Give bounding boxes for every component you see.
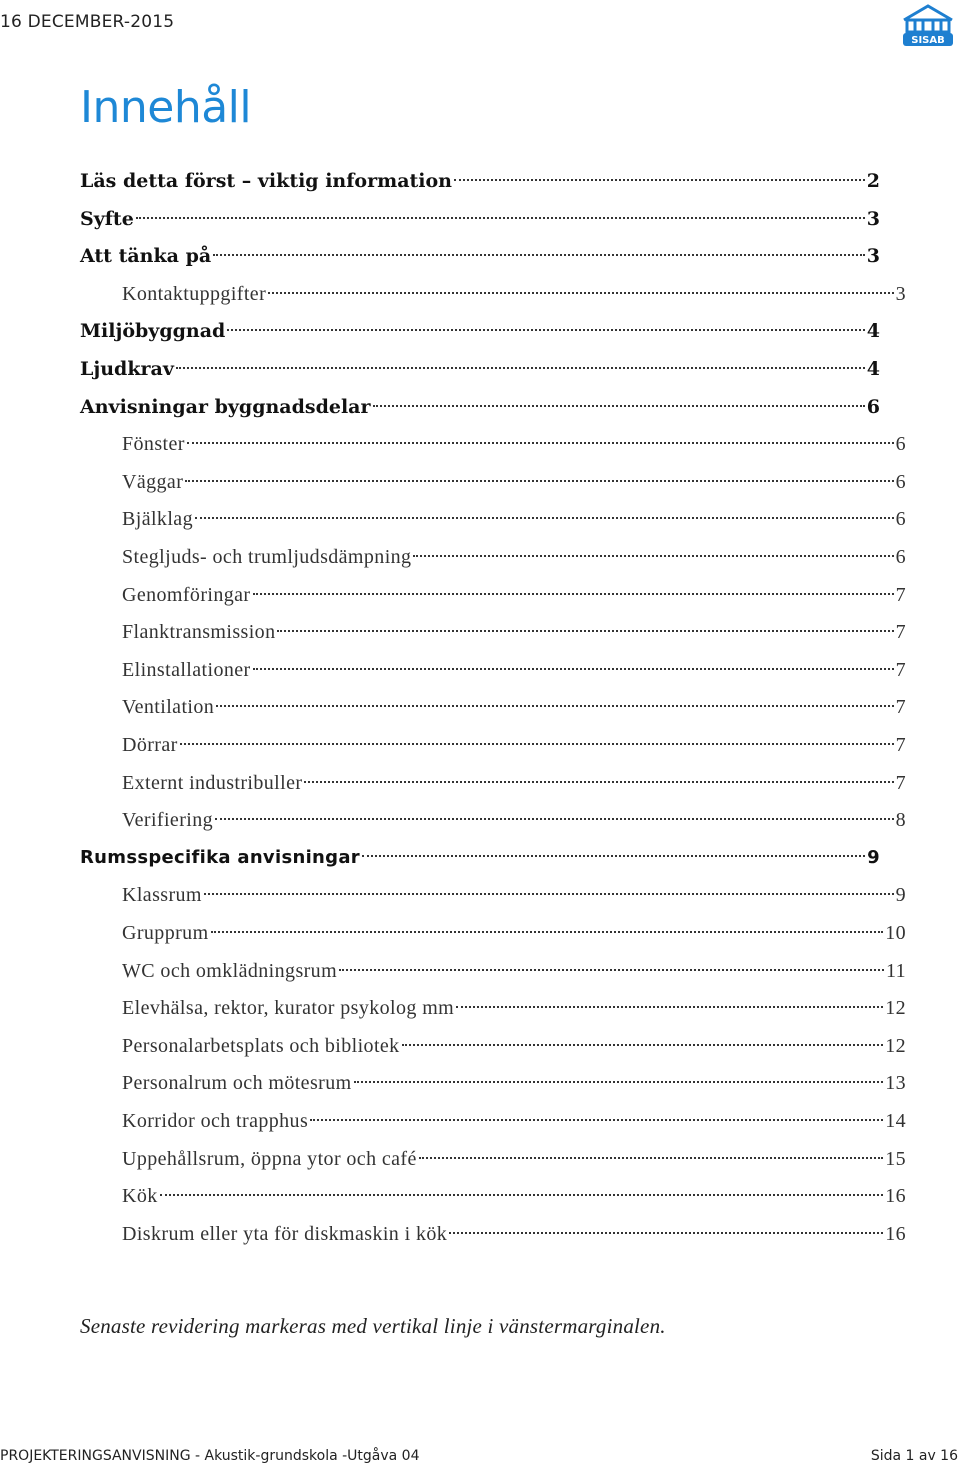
toc-entry[interactable] xyxy=(122,655,906,685)
toc-entry-label: Kontaktuppgifter xyxy=(122,282,267,305)
toc-entry-page: 4 xyxy=(866,320,880,343)
toc-entry[interactable] xyxy=(122,1068,906,1098)
toc-dot-leader xyxy=(310,1119,883,1121)
toc-entry-page: 12 xyxy=(885,1034,906,1057)
toc-entry-label: Personalrum och mötesrum xyxy=(122,1072,352,1095)
toc-entry-page: 7 xyxy=(895,734,906,756)
toc-entry-page: 6 xyxy=(895,470,906,493)
toc-dot-leader xyxy=(253,668,894,670)
toc-dot-leader xyxy=(160,1194,884,1196)
toc-entry-page: 4 xyxy=(866,358,880,380)
toc-entry-page: 7 xyxy=(895,771,906,794)
toc-entry[interactable] xyxy=(122,918,906,948)
toc-dot-leader xyxy=(419,1157,883,1159)
toc-entry-label: Syfte xyxy=(80,207,134,230)
toc-entry-page: 16 xyxy=(885,1222,906,1245)
toc-entry-page: 3 xyxy=(895,282,906,305)
toc-entry-label: Ljudkrav xyxy=(80,358,174,380)
toc-entry-label: Verifiering xyxy=(122,809,214,832)
toc-entry[interactable] xyxy=(122,768,906,798)
toc-dot-leader xyxy=(211,931,884,933)
toc-dot-leader xyxy=(253,593,894,595)
toc-entry-page: 6 xyxy=(895,508,906,531)
toc-entry[interactable] xyxy=(122,279,906,309)
page-title: Innehåll xyxy=(80,82,252,133)
toc-entry-label: Elevhälsa, rektor, kurator psykolog mm xyxy=(122,997,455,1020)
toc-entry[interactable] xyxy=(122,730,906,760)
toc-entry[interactable] xyxy=(122,617,906,647)
toc-entry-label: Läs detta först – viktig information xyxy=(80,170,452,192)
toc-entry[interactable] xyxy=(122,429,906,459)
toc-dot-leader xyxy=(227,329,864,331)
toc-dot-leader xyxy=(339,969,884,971)
toc-entry[interactable] xyxy=(122,504,906,534)
header-date: 16 DECEMBER-2015 xyxy=(0,12,175,32)
toc-dot-leader xyxy=(204,893,894,895)
toc-dot-leader xyxy=(277,630,893,632)
toc-dot-leader xyxy=(185,480,893,482)
toc-entry-page: 13 xyxy=(885,1072,906,1095)
toc-entry-label: Väggar xyxy=(122,470,184,493)
toc-entry-label: Rumsspecifika anvisningar xyxy=(80,846,360,868)
toc-entry[interactable] xyxy=(122,1031,906,1061)
sisab-logo-icon xyxy=(898,2,958,48)
toc-dot-leader xyxy=(180,743,894,745)
toc-entry[interactable] xyxy=(80,204,880,234)
toc-dot-leader xyxy=(373,405,865,407)
toc-dot-leader xyxy=(216,705,893,707)
toc-entry-label: Stegljuds- och trumljudsdämpning xyxy=(122,546,412,568)
toc-entry-page: 11 xyxy=(885,959,906,982)
toc-entry-page: 8 xyxy=(895,809,906,832)
toc-entry-label: Ventilation xyxy=(122,696,215,719)
toc-entry-page: 3 xyxy=(866,207,880,230)
toc-entry-label: WC och omklädningsrum xyxy=(122,959,338,982)
toc-entry-label: Korridor och trapphus xyxy=(122,1110,309,1132)
toc-dot-leader xyxy=(268,292,893,294)
toc-entry-label: Elinstallationer xyxy=(122,658,251,681)
toc-entry[interactable] xyxy=(80,392,880,422)
toc-dot-leader xyxy=(176,367,865,369)
logo-text: SISAB xyxy=(911,35,945,46)
toc-dot-leader xyxy=(362,855,865,857)
toc-entry[interactable] xyxy=(122,993,906,1023)
toc-dot-leader xyxy=(402,1044,884,1046)
toc-dot-leader xyxy=(304,781,893,783)
toc-entry-page: 15 xyxy=(885,1147,906,1170)
toc-entry-page: 9 xyxy=(895,884,906,907)
toc-dot-leader xyxy=(136,217,865,219)
toc-entry[interactable] xyxy=(80,354,880,384)
toc-entry[interactable] xyxy=(80,316,880,346)
toc-entry[interactable] xyxy=(122,805,906,835)
toc-entry[interactable] xyxy=(122,1144,906,1174)
toc-entry[interactable] xyxy=(122,956,906,986)
toc-entry-label: Grupprum xyxy=(122,922,209,944)
toc-entry-label: Bjälklag xyxy=(122,508,193,531)
toc-entry-page: 12 xyxy=(885,997,906,1020)
toc-dot-leader xyxy=(187,442,894,444)
toc-entry-page: 2 xyxy=(866,170,880,192)
toc-entry[interactable] xyxy=(80,166,880,196)
footer-page-number: Sida 1 av 16 xyxy=(870,1448,958,1464)
toc-entry-label: Klassrum xyxy=(122,884,202,907)
toc-entry[interactable] xyxy=(122,542,906,572)
toc-entry-label: Kök xyxy=(122,1185,158,1208)
toc-entry[interactable] xyxy=(122,692,906,722)
toc-dot-leader xyxy=(213,254,865,256)
toc-entry-label: Personalarbetsplats och bibliotek xyxy=(122,1034,400,1057)
toc-dot-leader xyxy=(449,1232,883,1234)
toc-entry[interactable] xyxy=(122,467,906,497)
sisab-logo xyxy=(898,2,958,48)
toc-dot-leader xyxy=(413,555,893,557)
toc-entry-label: Dörrar xyxy=(122,734,178,756)
toc-entry[interactable] xyxy=(122,1219,906,1249)
toc-entry-label: Att tänka på xyxy=(80,245,212,268)
toc-entry-label: Flanktransmission xyxy=(122,621,276,644)
toc-entry-page: 14 xyxy=(885,1110,906,1132)
toc-entry[interactable] xyxy=(122,880,906,910)
toc-entry-label: Fönster xyxy=(122,433,185,456)
toc-entry-page: 7 xyxy=(895,583,906,606)
toc-dot-leader xyxy=(215,818,894,820)
toc-entry-label: Uppehållsrum, öppna ytor och café xyxy=(122,1147,417,1170)
toc-entry-label: Externt industribuller xyxy=(122,771,303,794)
footer-document-title: PROJEKTERINGSANVISNING - Akustik-grundskola -Utgåva 04 xyxy=(0,1448,420,1464)
toc-entry-page: 7 xyxy=(895,621,906,644)
toc-entry[interactable] xyxy=(80,241,880,271)
revision-note: Senaste revidering markeras med vertikal linje i vänstermarginalen. xyxy=(80,1314,666,1338)
toc-entry-page: 10 xyxy=(885,922,906,944)
toc-entry-page: 6 xyxy=(895,546,906,568)
toc-dot-leader xyxy=(354,1081,884,1083)
toc-entry-page: 6 xyxy=(866,395,880,418)
toc-dot-leader xyxy=(195,517,894,519)
toc-entry-page: 6 xyxy=(895,433,906,456)
toc-entry-page: 16 xyxy=(885,1185,906,1208)
toc-entry-page: 7 xyxy=(895,658,906,681)
toc-entry-label: Diskrum eller yta för diskmaskin i kök xyxy=(122,1222,448,1245)
toc-entry[interactable] xyxy=(122,1106,906,1136)
toc-entry-page: 3 xyxy=(866,245,880,268)
toc-dot-leader xyxy=(454,179,865,181)
toc-entry[interactable] xyxy=(122,1181,906,1211)
toc-entry-label: Anvisningar byggnadsdelar xyxy=(80,395,371,418)
toc-entry-label: Miljöbyggnad xyxy=(80,320,226,343)
toc-entry-page: 9 xyxy=(867,846,880,868)
toc-dot-leader xyxy=(456,1006,883,1008)
toc-entry-label: Genomföringar xyxy=(122,583,251,606)
toc-entry-page: 7 xyxy=(895,696,906,719)
toc-entry[interactable] xyxy=(122,580,906,610)
toc-entry[interactable] xyxy=(80,843,880,873)
